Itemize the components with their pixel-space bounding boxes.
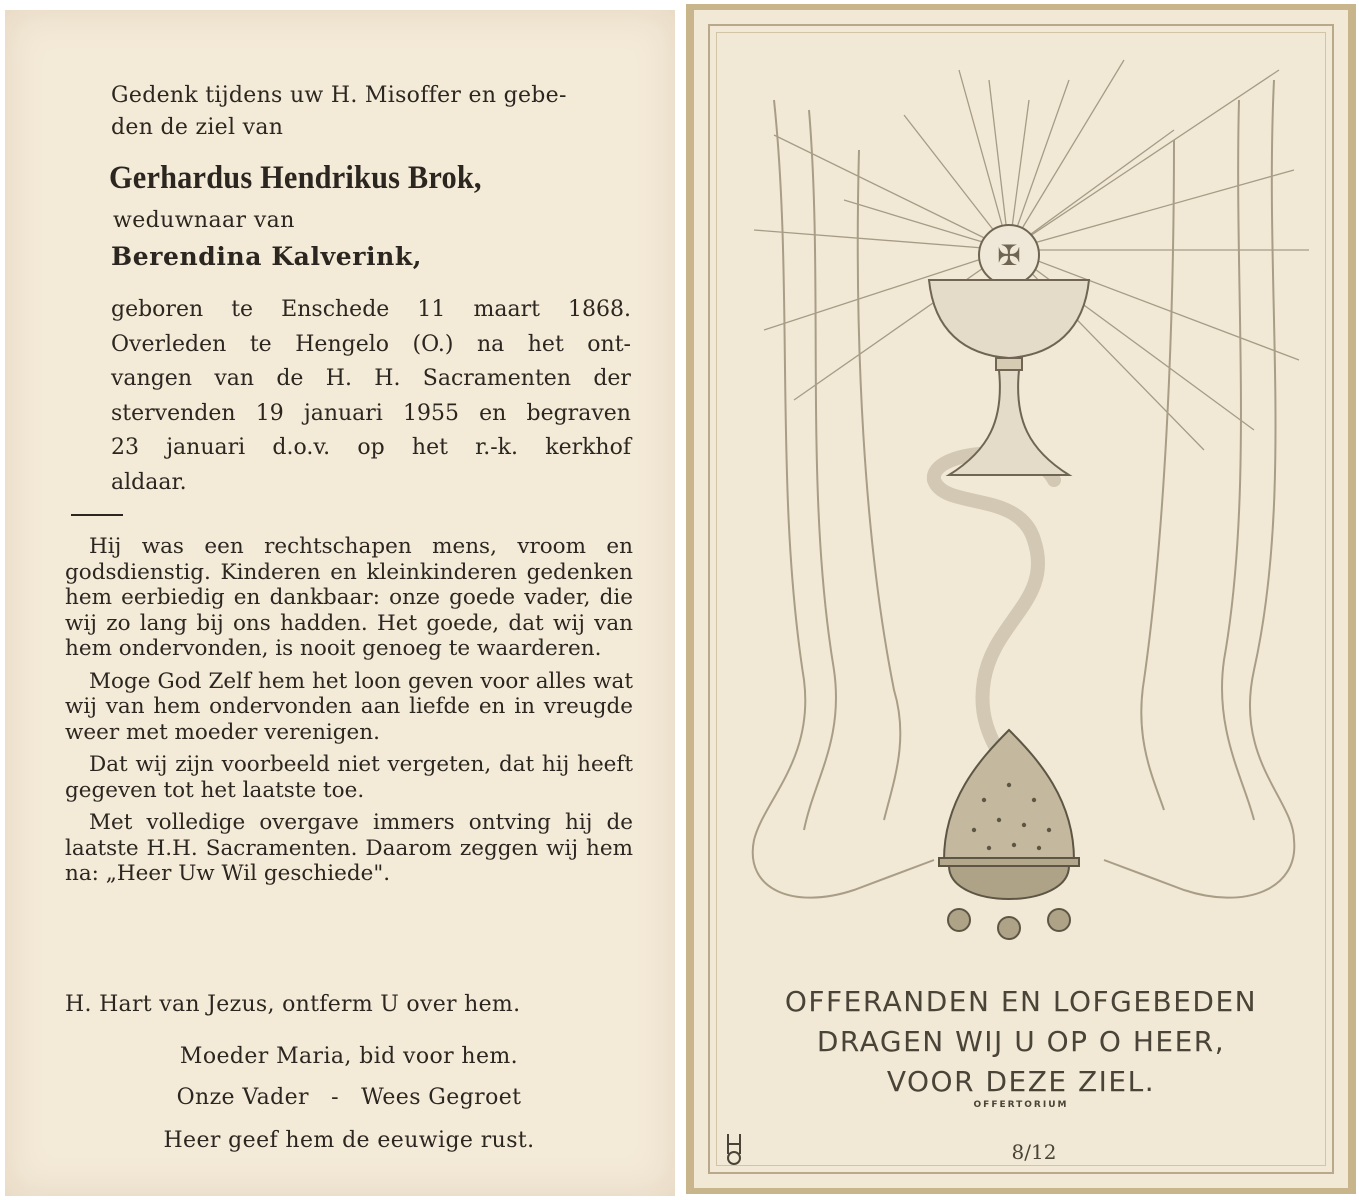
bio-word: na bbox=[476, 331, 505, 357]
caption-source: OFFERTORIUM bbox=[973, 1100, 1069, 1110]
card-number: 8/12 bbox=[1011, 1140, 1057, 1164]
bio-word: ont- bbox=[587, 331, 631, 357]
tribute-paragraph: Hij was een rechtschapen mens, vroom en godsdienstig. Kinderen en kleinkinderen gedenken hem eerbiedig en dankbaar: onze goede vader, die wij zo lang bij ons hadden. Het goede, dat wij van hem ondervonden, is nooit genoeg te waarderen. bbox=[65, 534, 633, 661]
bio-line bbox=[111, 328, 631, 363]
bio-line bbox=[111, 293, 631, 328]
bio-word: en bbox=[479, 400, 507, 426]
bio-word: maart bbox=[473, 297, 540, 322]
bio-word: de bbox=[276, 366, 304, 391]
bio-word: vangen bbox=[111, 366, 192, 391]
bio-line bbox=[111, 431, 631, 466]
bio-line bbox=[111, 466, 631, 501]
bio-word: r.-k. bbox=[475, 435, 519, 460]
bio-word: Enschede bbox=[281, 297, 390, 322]
bio-word: op bbox=[357, 435, 385, 460]
bio-word: januari bbox=[303, 400, 383, 426]
bio-word: te bbox=[249, 331, 272, 357]
spouse-name: Berendina Kalverink, bbox=[111, 242, 423, 271]
bio-word: 23 bbox=[111, 435, 139, 460]
prayer-our-father: Onze Vader - Wees Gegroet bbox=[176, 1085, 522, 1110]
bio-line bbox=[111, 397, 631, 432]
bio-word: begraven bbox=[526, 400, 631, 426]
card-inner bbox=[694, 10, 1348, 1188]
deceased-name: Gerhardus Hendrikus Brok, bbox=[109, 160, 482, 196]
bio-word: Sacramenten bbox=[422, 366, 571, 391]
artist-monogram-icon bbox=[722, 1132, 748, 1166]
memorial-text-card bbox=[5, 10, 675, 1196]
caption-line-2: DRAGEN WIJ U OP O HEER, bbox=[816, 1025, 1226, 1058]
intro-line-2: den de ziel van bbox=[111, 115, 284, 140]
intro-line-1: Gedenk tijdens uw H. Misoffer en gebe- bbox=[111, 83, 567, 108]
bio-word: 1955 bbox=[402, 400, 459, 426]
tribute-text bbox=[65, 534, 633, 887]
chalice bbox=[929, 225, 1089, 475]
bio-word: der bbox=[593, 366, 631, 391]
tribute-paragraph: Dat wij zijn voorbeeld niet vergeten, dat hij heeft gegeven tot het laatste toe. bbox=[65, 752, 633, 803]
intro-text bbox=[111, 80, 631, 144]
censer bbox=[939, 730, 1079, 939]
bio-word: Hengelo bbox=[295, 331, 389, 357]
bio-word: januari bbox=[166, 435, 246, 460]
bio-word: 11 bbox=[417, 297, 446, 322]
bio-word: stervenden bbox=[111, 400, 236, 426]
prayer-mary: Moeder Maria, bid voor hem. bbox=[179, 1044, 519, 1069]
bio-word: het bbox=[527, 331, 564, 357]
bio-word: van bbox=[214, 366, 255, 391]
caption-line-1: OFFERANDEN EN LOFGEBEDEN bbox=[784, 985, 1258, 1018]
bio-word: aldaar. bbox=[111, 469, 187, 495]
bio-word: te bbox=[231, 297, 254, 322]
bio-word: (O.) bbox=[412, 331, 454, 357]
svg-text:✠: ✠ bbox=[997, 239, 1021, 272]
tribute-paragraph: Met volledige overgave immers ontving hij de laatste H.H. Sacramenten. Daarom zeggen wij hem na: „Heer Uw Wil geschiede". bbox=[65, 810, 633, 886]
bio-word: H. bbox=[325, 366, 352, 391]
bio-word: kerkhof bbox=[545, 435, 631, 460]
divider bbox=[71, 514, 123, 516]
bio-word: Overleden bbox=[111, 331, 227, 357]
chalice-censer-illustration bbox=[734, 40, 1324, 960]
prayer-eternal-rest: Heer geef hem de eeuwige rust. bbox=[163, 1128, 535, 1153]
widower-text: weduwnaar van bbox=[113, 208, 295, 233]
bio-word: H. bbox=[374, 366, 401, 391]
tribute-paragraph: Moge God Zelf hem het loon geven voor alles wat wij van hem ondervonden aan liefde en in vreugde weer met moeder verenigen. bbox=[65, 668, 633, 745]
bio-word: het bbox=[411, 435, 448, 460]
biography bbox=[111, 293, 631, 500]
bio-word: 19 bbox=[255, 400, 284, 426]
bio-word: d.o.v. bbox=[272, 435, 331, 460]
devotional-image-card bbox=[686, 4, 1356, 1194]
prayer-sacred-heart: H. Hart van Jezus, ontferm U over hem. bbox=[65, 992, 521, 1017]
caption-line-3: VOOR DEZE ZIEL. bbox=[886, 1065, 1156, 1098]
bio-word: geboren bbox=[111, 297, 204, 322]
bio-line bbox=[111, 362, 631, 397]
bio-word: 1868. bbox=[568, 297, 631, 322]
